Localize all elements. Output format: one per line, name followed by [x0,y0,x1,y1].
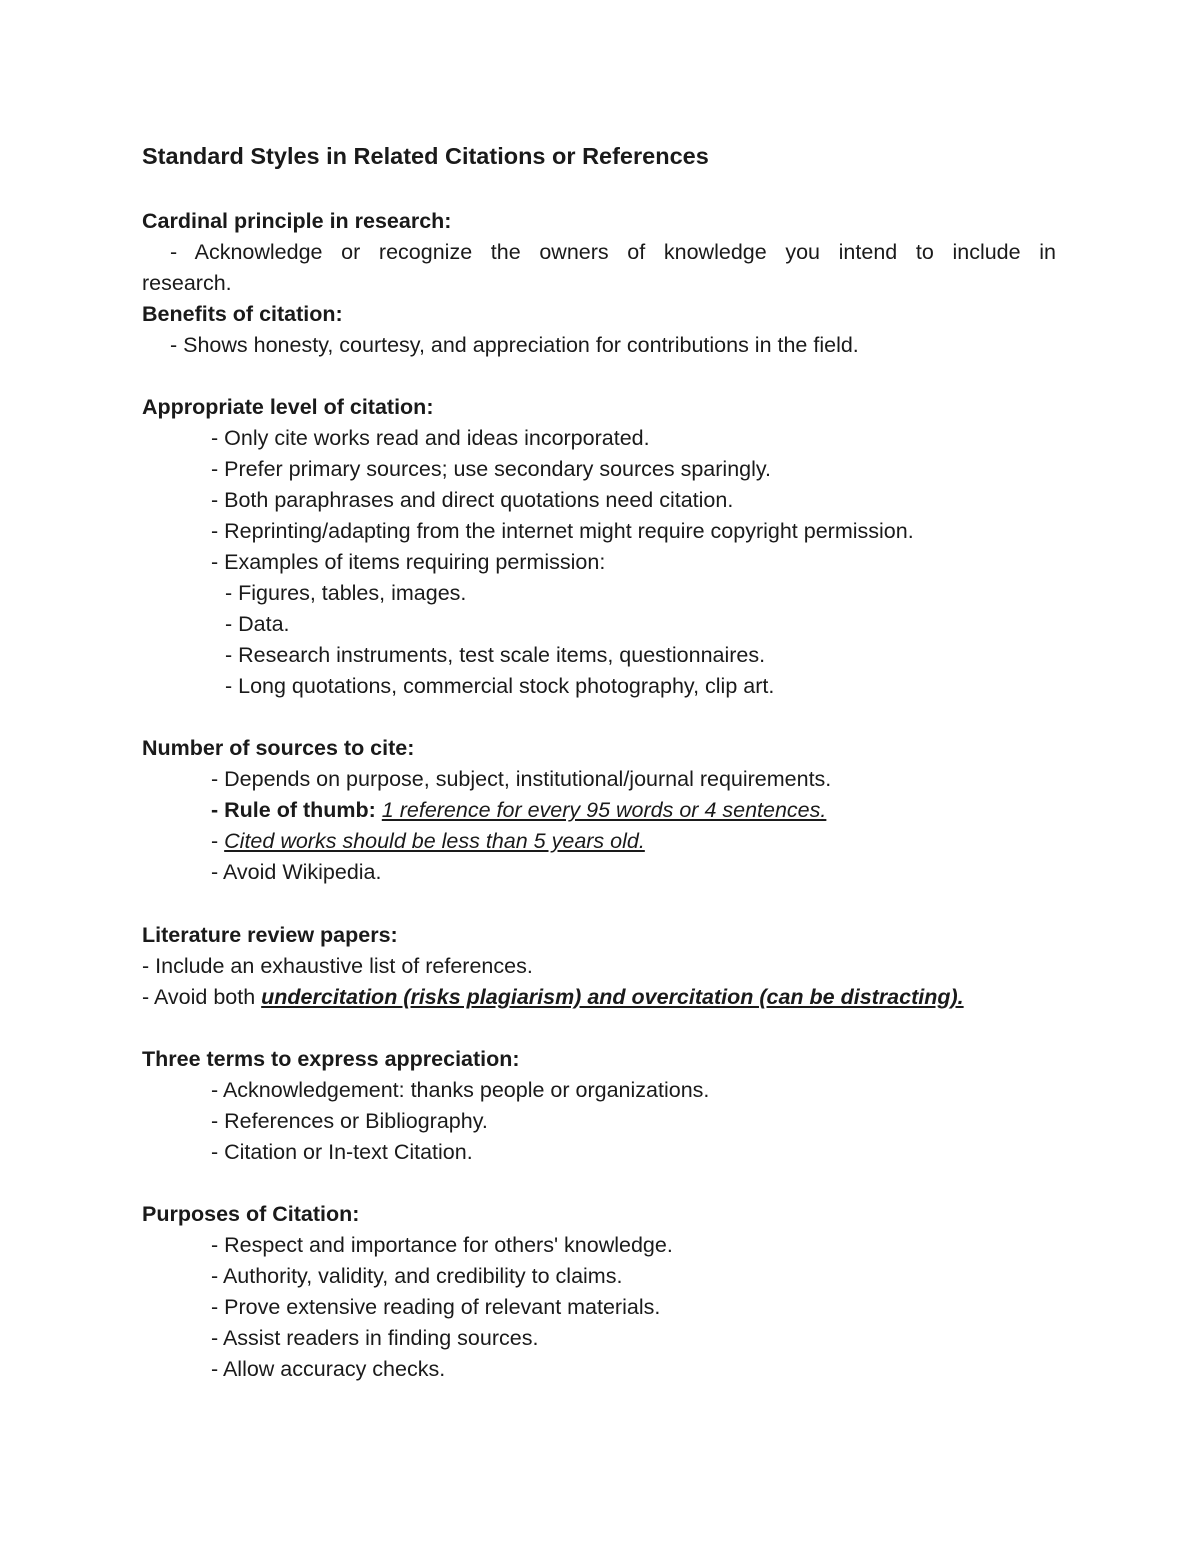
appropriate-item: - Examples of items requiring permission: [211,550,606,574]
literature-item: - Include an exhaustive list of references. [142,954,533,978]
appropriate-item: - Both paraphrases and direct quotations need citation. [211,488,734,512]
purposes-item: - Prove extensive reading of relevant materials. [211,1295,661,1319]
appropriate-item: - Reprinting/adapting from the internet might require copyright permission. [211,519,914,543]
avoid-emphasis: undercitation (risks plagiarism) and overcitation (can be distracting). [261,985,964,1009]
terms-item: - Citation or In-text Citation. [211,1140,473,1164]
benefits-item: - Shows honesty, courtesy, and appreciation for contributions in the field. [170,333,859,357]
appropriate-heading: Appropriate level of citation: [142,395,434,419]
appropriate-item: - Prefer primary sources; use secondary sources sparingly. [211,457,772,481]
appropriate-subitem: - Research instruments, test scale items, questionnaires. [225,643,766,667]
purposes-item: - Allow accuracy checks. [211,1357,446,1381]
literature-heading: Literature review papers: [142,923,398,947]
purposes-item: - Assist readers in finding sources. [211,1326,539,1350]
page-title: Standard Styles in Related Citations or References [142,143,709,169]
purposes-heading: Purposes of Citation: [142,1202,360,1226]
number-item: - Avoid Wikipedia. [211,860,382,884]
appropriate-subitem: - Data. [225,612,290,636]
years-old-dash: - [211,829,219,853]
terms-item: - References or Bibliography. [211,1109,488,1133]
cardinal-line-1: - Acknowledge or recognize the owners of knowledge you intend to include in [170,240,1056,264]
purposes-item: - Authority, validity, and credibility to claims. [211,1264,623,1288]
literature-item-avoid [142,982,1058,1013]
cardinal-line-2: research. [142,271,232,295]
purposes-item: - Respect and importance for others' knowledge. [211,1233,673,1257]
benefits-heading: Benefits of citation: [142,302,343,326]
appropriate-item: - Only cite works read and ideas incorporated. [211,426,650,450]
appropriate-subitem: - Figures, tables, images. [225,581,467,605]
terms-heading: Three terms to express appreciation: [142,1047,520,1071]
cardinal-heading: Cardinal principle in research: [142,209,452,233]
number-item: - Depends on purpose, subject, institutional/journal requirements. [211,767,832,791]
number-heading: Number of sources to cite: [142,736,415,760]
years-old-text: Cited works should be less than 5 years old. [224,829,645,853]
appropriate-subitem: - Long quotations, commercial stock photography, clip art. [225,674,775,698]
years-old-item [211,826,1127,857]
avoid-prefix: - Avoid both [142,985,256,1009]
rule-of-thumb-item [211,795,1127,826]
rule-of-thumb-text: 1 reference for every 95 words or 4 sentences. [381,798,827,822]
rule-of-thumb-label: - Rule of thumb: [211,798,376,822]
terms-item: - Acknowledgement: thanks people or organizations. [211,1078,710,1102]
